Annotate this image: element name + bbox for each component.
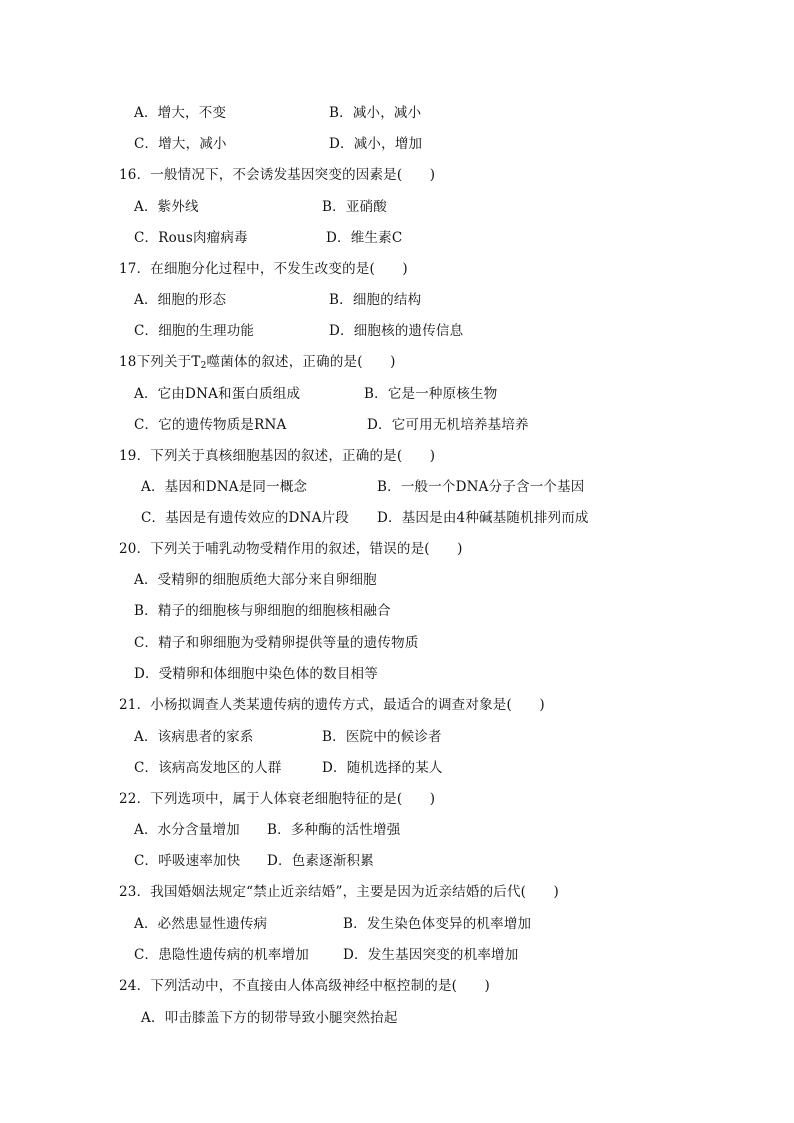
q17-option-b[interactable]: B．细胞的结构 [329,292,422,308]
q23-option-a[interactable]: A．必然患显性遗传病 [134,916,268,932]
q23-option-d[interactable]: D．发生基因突变的机率增加 [343,947,519,963]
q18-stem-post: 噬菌体的叙述，正确的是( ) [206,354,396,370]
q20-option-a[interactable]: A．受精卵的细胞质绝大部分来自卵细胞 [134,572,377,588]
q16-stem: 16．一般情况下，不会诱发基因突变的因素是( ) [119,167,436,183]
q19-option-b[interactable]: B．一般一个DNA分子含一个基因 [377,479,585,495]
q18-option-a[interactable]: A．它由DNA和蛋白质组成 [134,386,301,402]
q18-option-b[interactable]: B．它是一种原核生物 [364,386,498,402]
q22-option-b[interactable]: B．多种酶的活性增强 [267,822,401,838]
q19-option-d[interactable]: D．基因是由4种碱基随机排列而成 [377,510,589,526]
q22-stem: 22．下列选项中，属于人体衰老细胞特征的是( ) [119,791,436,807]
q22-option-d[interactable]: D．色素逐渐积累 [267,853,374,869]
q21-option-a[interactable]: A．该病患者的家系 [134,729,254,745]
q19-option-c[interactable]: C．基因是有遗传效应的DNA片段 [141,510,349,526]
q15-option-b[interactable]: B．减小，减小 [329,105,422,121]
q19-option-a[interactable]: A．基因和DNA是同一概念 [141,479,308,495]
q24-stem: 24．下列活动中，不直接由人体高级神经中枢控制的是( ) [119,978,491,994]
q16-option-a[interactable]: A．紫外线 [134,199,199,215]
q19-stem: 19．下列关于真核细胞基因的叙述，正确的是( ) [119,448,436,464]
q17-option-d[interactable]: D．细胞核的遗传信息 [329,323,464,339]
q21-stem: 21．小杨拟调查人类某遗传病的遗传方式，最适合的调查对象是( ) [119,697,545,713]
q15-option-a[interactable]: A．增大，不变 [134,105,227,121]
q18-option-d[interactable]: D．它可用无机培养基培养 [367,417,529,433]
q20-stem: 20．下列关于哺乳动物受精作用的叙述，错误的是( ) [119,541,463,557]
q15-option-d[interactable]: D．减小，增加 [329,136,423,152]
q16-option-b[interactable]: B．亚硝酸 [322,199,387,215]
q18-stem-subscript: 2 [200,361,207,371]
q22-option-a[interactable]: A．水分含量增加 [134,822,240,838]
q21-option-c[interactable]: C．该病高发地区的人群 [134,760,282,776]
q20-option-b[interactable]: B．精子的细胞核与卵细胞的细胞核相融合 [134,603,391,619]
q17-stem: 17．在细胞分化过程中，不发生改变的是( ) [119,261,408,277]
q17-option-c[interactable]: C．细胞的生理功能 [134,323,255,339]
q24-option-a[interactable]: A．叩击膝盖下方的韧带导致小腿突然抬起 [141,1010,398,1026]
q20-option-c[interactable]: C．精子和卵细胞为受精卵提供等量的遗传物质 [134,635,419,651]
q23-stem: 23．我国婚姻法规定“禁止近亲结婚”，主要是因为近亲结婚的后代( ) [119,884,560,900]
q16-option-d[interactable]: D．维生素C [326,230,403,246]
q17-option-a[interactable]: A．细胞的形态 [134,292,227,308]
q20-option-d[interactable]: D．受精卵和体细胞中染色体的数目相等 [134,666,378,682]
q18-stem-pre: 18下列关于T [119,354,201,370]
q23-option-b[interactable]: B．发生染色体变异的机率增加 [343,916,532,932]
q15-option-c[interactable]: C．增大，减小 [134,136,227,152]
q21-option-b[interactable]: B．医院中的候诊者 [322,729,442,745]
q22-option-c[interactable]: C．呼吸速率加快 [134,853,241,869]
q16-option-c[interactable]: C．Rous肉瘤病毒 [134,230,248,246]
q21-option-d[interactable]: D．随机选择的某人 [322,760,443,776]
q23-option-c[interactable]: C．患隐性遗传病的机率增加 [134,947,309,963]
q18-stem [119,352,396,376]
q18-option-c[interactable]: C．它的遗传物质是RNA [134,417,287,433]
